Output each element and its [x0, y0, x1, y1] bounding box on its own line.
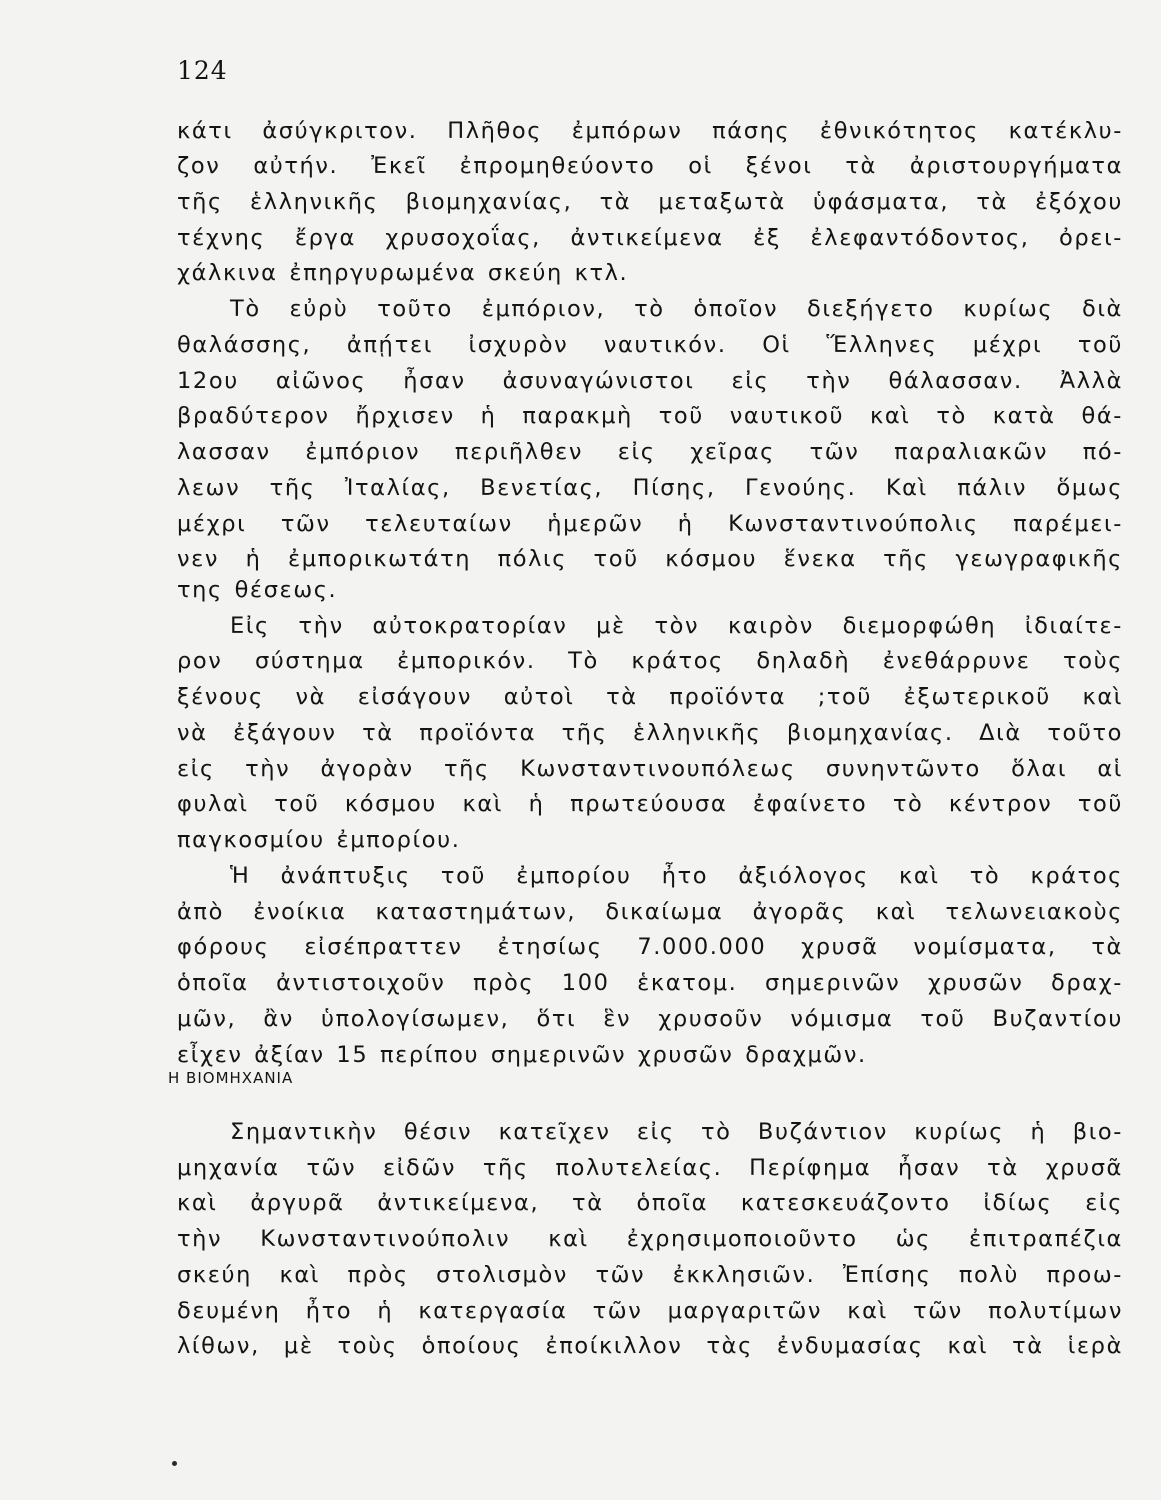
- text-line: λεων τῆς Ἰταλίας, Βενετίας, Πίσης, Γενούης. Καὶ πάλιν ὅμως: [177, 475, 1123, 501]
- text-line: εἰς τὴν ἀγορὰν τῆς Κωνσταντινουπόλεως συνηντῶντο ὅλαι αἱ: [177, 756, 1123, 782]
- text-line: ὁποῖα ἀντιστοιχοῦν πρὸς 100 ἑκατομ. σημερινῶν χρυσῶν δραχ-: [177, 970, 1123, 996]
- text-line: φόρους εἰσέπραττεν ἐτησίως 7.000.000 χρυσᾶ νομίσματα, τὰ: [177, 934, 1123, 960]
- text-line: Εἰς τὴν αὐτοκρατορίαν μὲ τὸν καιρὸν διεμορφώθη ἰδιαίτε-: [230, 613, 1123, 639]
- text-line: θαλάσσης, ἀπῄτει ἰσχυρὸν ναυτικόν. Οἱ Ἕλληνες μέχρι τοῦ: [177, 332, 1123, 358]
- section-heading: Η ΒΙΟΜΗΧΑΝΙΑ: [168, 1069, 294, 1087]
- text-line: Σημαντικὴν θέσιν κατεῖχεν εἰς τὸ Βυζάντιον κυρίως ἡ βιο-: [230, 1119, 1123, 1145]
- text-line: Ἡ ἀνάπτυξις τοῦ ἐμπορίου ἦτο ἀξιόλογος καὶ τὸ κράτος: [230, 863, 1123, 889]
- text-line: λίθων, μὲ τοὺς ὁποίους ἐποίκιλλον τὰς ἐνδυμασίας καὶ τὰ ἱερὰ: [177, 1333, 1123, 1359]
- text-line: μηχανία τῶν εἰδῶν τῆς πολυτελείας. Περίφημα ἦσαν τὰ χρυσᾶ: [177, 1155, 1123, 1181]
- text-line: φυλαὶ τοῦ κόσμου καὶ ἡ πρωτεύουσα ἐφαίνετο τὸ κέντρον τοῦ: [177, 791, 1123, 817]
- text-line: της θέσεως.: [177, 577, 338, 603]
- text-line: νεν ἡ ἐμπορικωτάτη πόλις τοῦ κόσμου ἕνεκα τῆς γεωγραφικῆς: [177, 546, 1123, 572]
- text-line: Τὸ εὐρὺ τοῦτο ἐμπόριον, τὸ ὁποῖον διεξήγετο κυρίως διὰ: [230, 296, 1123, 322]
- text-line: 12ου αἰῶνος ἦσαν ἀσυναγώνιστοι εἰς τὴν θάλασσαν. Ἀλλὰ: [177, 368, 1123, 394]
- text-line: κάτι ἀσύγκριτον. Πλῆθος ἐμπόρων πάσης ἐθνικότητος κατέκλυ-: [177, 118, 1123, 144]
- text-line: ρον σύστημα ἐμπορικόν. Τὸ κράτος δηλαδὴ ἐνεθάρρυνε τοὺς: [177, 648, 1123, 674]
- text-line: δευμένη ἦτο ἡ κατεργασία τῶν μαργαριτῶν καὶ τῶν πολυτίμων: [177, 1298, 1123, 1324]
- text-line: βραδύτερον ἤρχισεν ἡ παρακμὴ τοῦ ναυτικοῦ καὶ τὸ κατὰ θά-: [177, 403, 1123, 429]
- text-line: μέχρι τῶν τελευταίων ἡμερῶν ἡ Κωνσταντινούπολις παρέμει-: [177, 511, 1123, 537]
- text-line: καὶ ἀργυρᾶ ἀντικείμενα, τὰ ὁποῖα κατεσκευάζοντο ἰδίως εἰς: [177, 1190, 1123, 1216]
- text-line: εἶχεν ἀξίαν 15 περίπου σημερινῶν χρυσῶν δραχμῶν.: [177, 1042, 867, 1068]
- text-line: μῶν, ἂν ὑπολογίσωμεν, ὅτι ἓν χρυσοῦν νόμισμα τοῦ Βυζαντίου: [177, 1006, 1123, 1032]
- text-line: σκεύη καὶ πρὸς στολισμὸν τῶν ἐκκλησιῶν. Ἐπίσης πολὺ προω-: [177, 1262, 1123, 1288]
- text-line: παγκοσμίου ἐμπορίου.: [177, 827, 461, 853]
- text-line: τέχνης ἔργα χρυσοχοΐας, ἀντικείμενα ἐξ ἐλεφαντόδοντος, ὀρει-: [177, 225, 1123, 251]
- text-line: ἀπὸ ἐνοίκια καταστημάτων, δικαίωμα ἀγορᾶς καὶ τελωνειακοὺς: [177, 899, 1123, 925]
- text-line: χάλκινα ἐπηργυρωμένα σκεύη κτλ.: [177, 260, 629, 286]
- ink-speck: [172, 1461, 177, 1466]
- text-line: ζον αὐτήν. Ἐκεῖ ἐπρομηθεύοντο οἱ ξένοι τὰ ἀριστουργήματα: [177, 153, 1123, 179]
- text-line: νὰ ἐξάγουν τὰ προϊόντα τῆς ἑλληνικῆς βιομηχανίας. Διὰ τοῦτο: [177, 720, 1123, 746]
- text-line: ξένους νὰ εἰσάγουν αὐτοὶ τὰ προϊόντα ;τοῦ ἐξωτερικοῦ καὶ: [177, 684, 1123, 710]
- text-line: τῆς ἑλληνικῆς βιομηχανίας, τὰ μεταξωτὰ ὑφάσματα, τὰ ἐξόχου: [177, 189, 1123, 215]
- text-line: λασσαν ἐμπόριον περιῆλθεν εἰς χεῖρας τῶν παραλιακῶν πό-: [177, 439, 1123, 465]
- page-number: 124: [177, 56, 228, 85]
- text-line: τὴν Κωνσταντινούπολιν καὶ ἐχρησιμοποιοῦντο ὡς ἐπιτραπέζια: [177, 1226, 1123, 1252]
